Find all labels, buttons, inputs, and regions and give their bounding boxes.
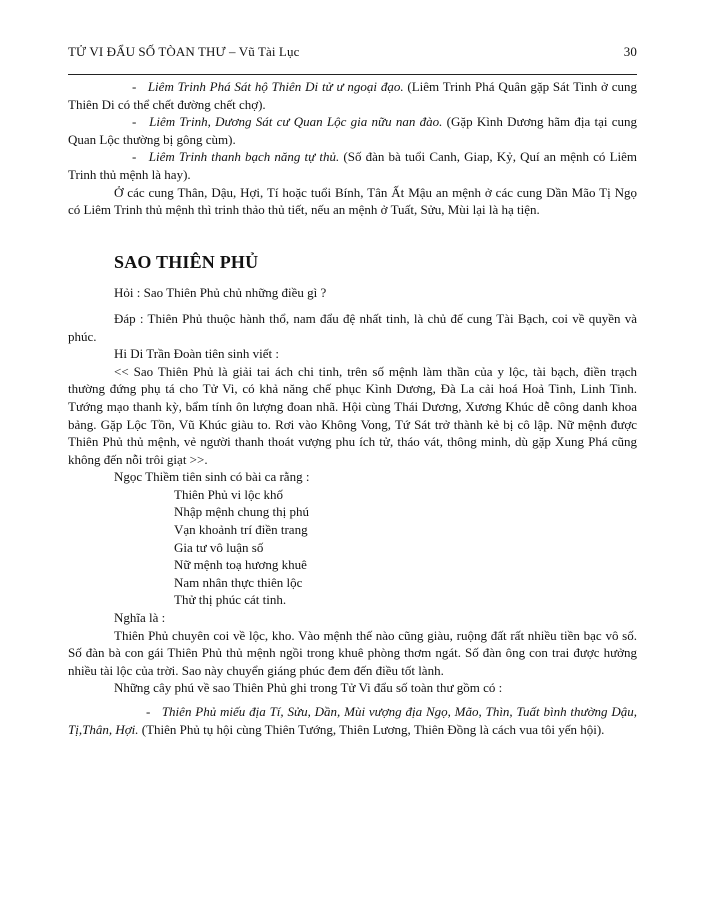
intro-item-3 xyxy=(68,148,637,183)
quote-paragraph: << Sao Thiên Phủ là giải tai ách chi tinh, trên số mệnh làm thần của y lộc, tài bạch, điền trạch thường đứng phụ tá cho Tử Vi, có khả năng chế phục Kình Dương, Đà La cải hoá Hoả Tinh, Linh Tinh. Tướng mạo thanh kỳ, bẩm tính ôn lượng đoan nhã. Hội cùng Thái Dương, Xương Khúc dễ công danh khoa bảng. Gặp Lộc Tồn, Vũ Khúc giàu to. Rơi vào Không Vong, Tứ Sát trở thành kẻ bị cô lập. Nữ mệnh được Thiên Phủ thủ mệnh, vẻ người thanh thoát vượng phu ích tử, tháo vát, thông minh, dù gặp Xung Phá cũng không đến nỗi trôi giạt >>. xyxy=(68,363,637,467)
intro-paragraph: Ở các cung Thân, Dậu, Hợi, Tí hoặc tuổi Bính, Tân Ất Mậu an mệnh ở các cung Dần Mão Tị Ngọ có Liêm Trinh thủ mệnh thì trinh thảo thủ tiết, nếu an mệnh ở Tuất, Sửu, Mùi lại là hạ tiện. xyxy=(68,184,637,218)
explanation: (Số đàn bà tuổi Canh, Giap, Kỷ, Quí an mệnh có Liêm Trinh thủ mệnh là hay). xyxy=(68,149,638,182)
verse-line: Thiên Phủ vi lộc khố xyxy=(174,486,284,502)
header-divider xyxy=(68,74,637,75)
answer: Đáp : Thiên Phủ thuộc hành thổ, nam đẩu đệ nhất tinh, là chủ đế cung Tài Bạch, coi về quyền và phúc. xyxy=(68,310,637,344)
verse-line: Nữ mệnh toạ hương khuê xyxy=(174,557,307,573)
verse-line: Nam nhân thực thiên lộc xyxy=(174,574,303,590)
italic-verse: Liêm Trinh Phá Sát hộ Thiên Di tử ư ngoại đạo. xyxy=(147,79,404,94)
verse-line: Nhập mệnh chung thị phú xyxy=(174,504,310,520)
explanation: (Gặp Kình Dương hãm địa tại cung Quan Lộc thường bị gông cùm). xyxy=(68,114,638,147)
italic-verse: Liêm Trinh thanh bạch năng tự thủ. xyxy=(148,149,340,165)
dash: - xyxy=(132,149,137,165)
dash: - xyxy=(146,704,151,719)
italic-verse: Liêm Trinh, Dương Sát cư Quan Lộc gia nữu nan đào. xyxy=(149,114,443,130)
ngoc-thiem-intro: Ngọc Thiềm tiên sinh có bài ca rằng : xyxy=(114,469,310,485)
page-body xyxy=(68,78,637,738)
hi-di-intro: Hi Di Trần Đoàn tiên sinh viết : xyxy=(114,346,280,362)
italic-verse: Thiên Phủ miếu địa Tí, Sửu, Dần, Mùi vượng địa Ngọ, Mão, Thìn, Tuất bình thường Dậu, Tị,Thân, Hợi. xyxy=(68,704,638,737)
intro-item-2 xyxy=(68,113,637,148)
section-heading: SAO THIÊN PHỦ xyxy=(114,251,259,272)
header-title: TỬ VI ĐẨU SỐ TÒAN THƯ – Vũ Tài Lục xyxy=(68,44,300,59)
phu-item-1 xyxy=(68,703,637,738)
explanation: (Liêm Trinh Phá Quân gặp Sát Tinh ở cung Thiên Di có thể chết đường chết chợ). xyxy=(68,79,638,112)
explanation-paragraph: Thiên Phủ chuyên coi về lộc, kho. Vào mệnh thế nào cũng giàu, ruộng đất rất nhiều tiền bạc vô số. Số đàn bà con gái Thiên Phủ thủ mệnh ngồi trong khuê phòng thơm ngát. Số đàn ông con trai được hưởng nhiều tài lộc của trời. Sao này chuyển giáng phúc đem đến điều tốt lành. xyxy=(68,627,637,678)
running-header xyxy=(68,44,637,62)
dash: - xyxy=(132,79,137,94)
page-number: 30 xyxy=(623,44,637,59)
explanation: (Thiên Phủ tụ hội cùng Thiên Tướng, Thiên Lương, Thiên Đồng là cách vua tôi yến hội). xyxy=(141,721,605,737)
verse-line: Vạn khoảnh trí điền trang xyxy=(174,522,308,538)
verse-block xyxy=(174,486,637,609)
question: Hỏi : Sao Thiên Phủ chủ những điều gì ? xyxy=(114,285,327,301)
dash: - xyxy=(132,114,137,130)
nghia-la: Nghĩa là : xyxy=(114,610,166,626)
verse-line: Gia tư vô luận số xyxy=(174,539,264,555)
verse-line: Thử thị phúc cát tinh. xyxy=(174,592,287,608)
phu-intro: Những cây phú về sao Thiên Phủ ghi trong Tử Vi đẩu số toàn thư gồm có : xyxy=(114,680,503,696)
intro-item-1 xyxy=(68,78,637,113)
